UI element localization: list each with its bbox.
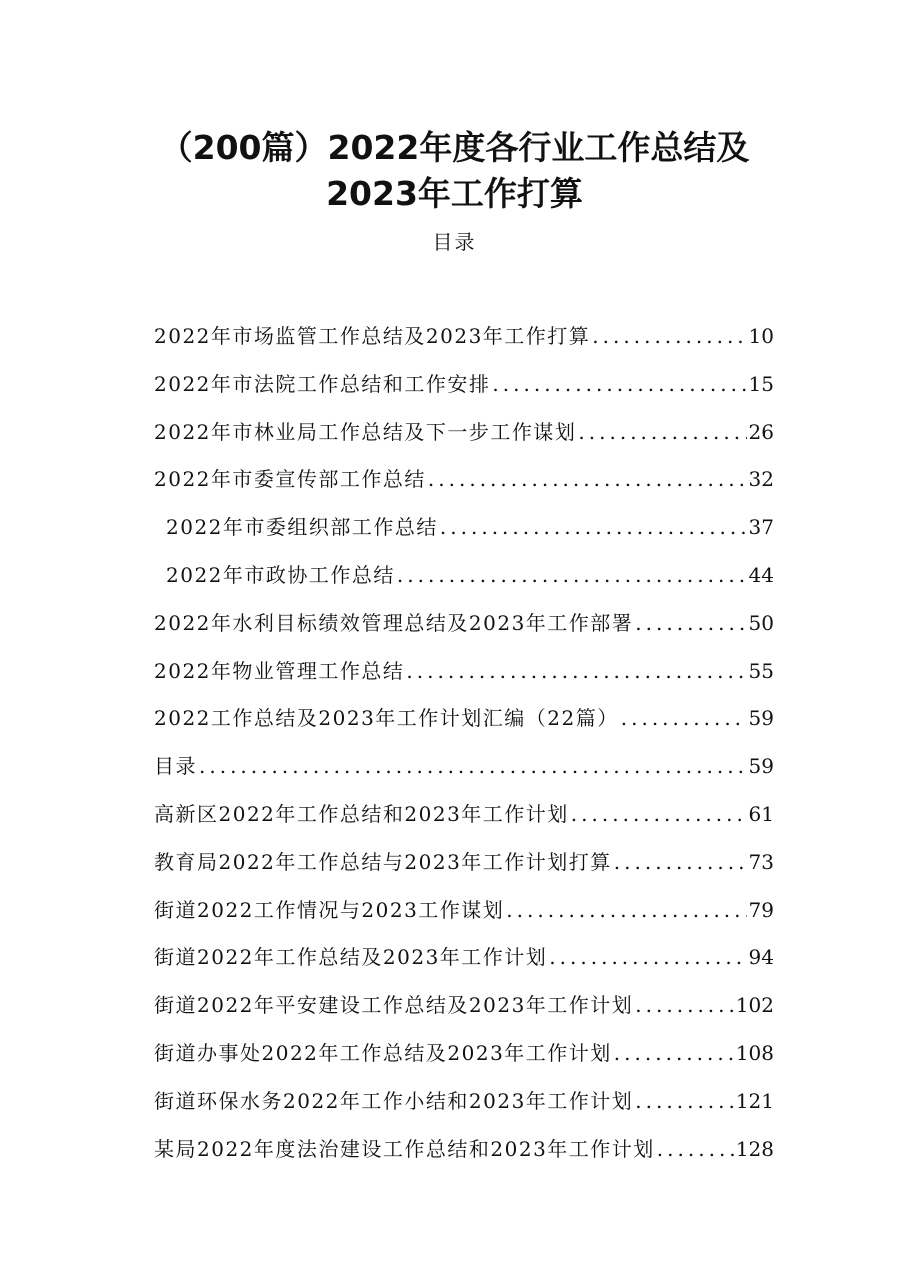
toc-entry[interactable]: [154, 748, 774, 796]
toc-entry-page-number: 15: [748, 371, 774, 396]
toc-dot-leader: [199, 748, 747, 784]
toc-entry-title: 2022工作总结及2023年工作计划汇编（22篇）: [154, 706, 619, 731]
toc-entry-title: 2022年市政协工作总结: [166, 562, 395, 587]
toc-entry-title: 街道2022年平安建设工作总结及2023年工作计划: [154, 993, 634, 1018]
toc-entry[interactable]: [154, 605, 774, 653]
toc-heading: 目录: [432, 230, 477, 254]
toc-entry[interactable]: [154, 1083, 774, 1131]
toc-entry-page-number: 10: [748, 324, 774, 348]
toc-entry[interactable]: [154, 557, 774, 605]
toc-entry-title: 街道办事处2022年工作总结及2023年工作计划: [154, 1040, 612, 1065]
toc-entry[interactable]: [154, 796, 774, 844]
toc-entry-page-number: 73: [748, 849, 774, 874]
table-of-contents: [154, 318, 774, 1178]
toc-entry-page-number: 108: [735, 1040, 774, 1065]
toc-entry[interactable]: [154, 1131, 774, 1179]
toc-entry[interactable]: [154, 318, 774, 366]
document-title-line-2: 2023年工作打算: [326, 174, 583, 213]
toc-entry-title: 教育局2022年工作总结与2023年工作计划打算: [154, 849, 612, 874]
toc-entry[interactable]: [154, 700, 774, 748]
toc-entry-title: 2022年市林业局工作总结及下一步工作谋划: [154, 419, 577, 444]
toc-dot-leader: [621, 700, 747, 736]
toc-entry-page-number: 128: [735, 1136, 774, 1161]
toc-dot-leader: [592, 318, 746, 354]
toc-entry-page-number: 44: [748, 562, 774, 587]
toc-entry-title: 2022年市委组织部工作总结: [166, 515, 438, 540]
toc-entry-title: 街道2022工作情况与2023工作谋划: [154, 897, 505, 922]
toc-dot-leader: [614, 1035, 734, 1071]
toc-entry[interactable]: [154, 892, 774, 940]
toc-entry-page-number: 102: [735, 993, 774, 1018]
toc-entry[interactable]: [154, 461, 774, 509]
toc-entry-title: 2022年市法院工作总结和工作安排: [154, 371, 491, 396]
toc-entry-title: 2022年水利目标绩效管理总结及2023年工作部署: [154, 610, 634, 635]
toc-entry-page-number: 59: [748, 754, 774, 779]
toc-entry-page-number: 26: [748, 419, 774, 444]
toc-dot-leader: [571, 796, 747, 832]
toc-entry-title: 某局2022年度法治建设工作总结和2023年工作计划: [154, 1136, 655, 1161]
toc-entry[interactable]: [154, 939, 774, 987]
toc-entry-title: 2022年物业管理工作总结: [154, 658, 405, 683]
toc-dot-leader: [635, 1083, 734, 1119]
toc-entry[interactable]: [154, 509, 774, 557]
toc-dot-leader: [657, 1131, 734, 1167]
document-title-line-1: （200篇）2022年度各行业工作总结及: [159, 128, 750, 167]
toc-entry[interactable]: [154, 366, 774, 414]
toc-dot-leader: [440, 509, 747, 545]
toc-entry[interactable]: [154, 987, 774, 1035]
toc-entry[interactable]: [154, 844, 774, 892]
toc-entry-title: 2022年市委宣传部工作总结: [154, 467, 426, 492]
toc-entry-page-number: 59: [748, 706, 774, 731]
toc-entry-title: 街道2022年工作总结及2023年工作计划: [154, 945, 548, 970]
toc-entry[interactable]: [154, 653, 774, 701]
toc-dot-leader: [406, 653, 746, 689]
toc-entry-page-number: 55: [748, 658, 774, 683]
toc-dot-leader: [492, 366, 746, 402]
toc-dot-leader: [506, 892, 746, 928]
toc-dot-leader: [578, 414, 746, 450]
toc-dot-leader: [397, 557, 747, 593]
toc-entry-page-number: 50: [748, 610, 774, 635]
toc-entry-title: 目录: [154, 754, 197, 779]
toc-entry-title: 街道环保水务2022年工作小结和2023年工作计划: [154, 1088, 634, 1113]
toc-dot-leader: [428, 461, 747, 497]
toc-dot-leader: [614, 844, 747, 880]
toc-dot-leader: [635, 987, 734, 1023]
toc-dot-leader: [549, 939, 746, 975]
toc-entry-page-number: 121: [735, 1088, 774, 1113]
toc-entry-page-number: 32: [748, 467, 774, 492]
toc-entry-page-number: 37: [748, 515, 774, 540]
toc-entry-title: 2022年市场监管工作总结及2023年工作打算: [154, 324, 591, 348]
toc-entry[interactable]: [154, 1035, 774, 1083]
toc-entry-page-number: 94: [748, 945, 774, 970]
toc-entry-page-number: 79: [748, 897, 774, 922]
toc-entry-title: 高新区2022年工作总结和2023年工作计划: [154, 801, 569, 826]
toc-entry[interactable]: [154, 414, 774, 462]
toc-dot-leader: [635, 605, 746, 641]
toc-entry-page-number: 61: [748, 801, 774, 826]
